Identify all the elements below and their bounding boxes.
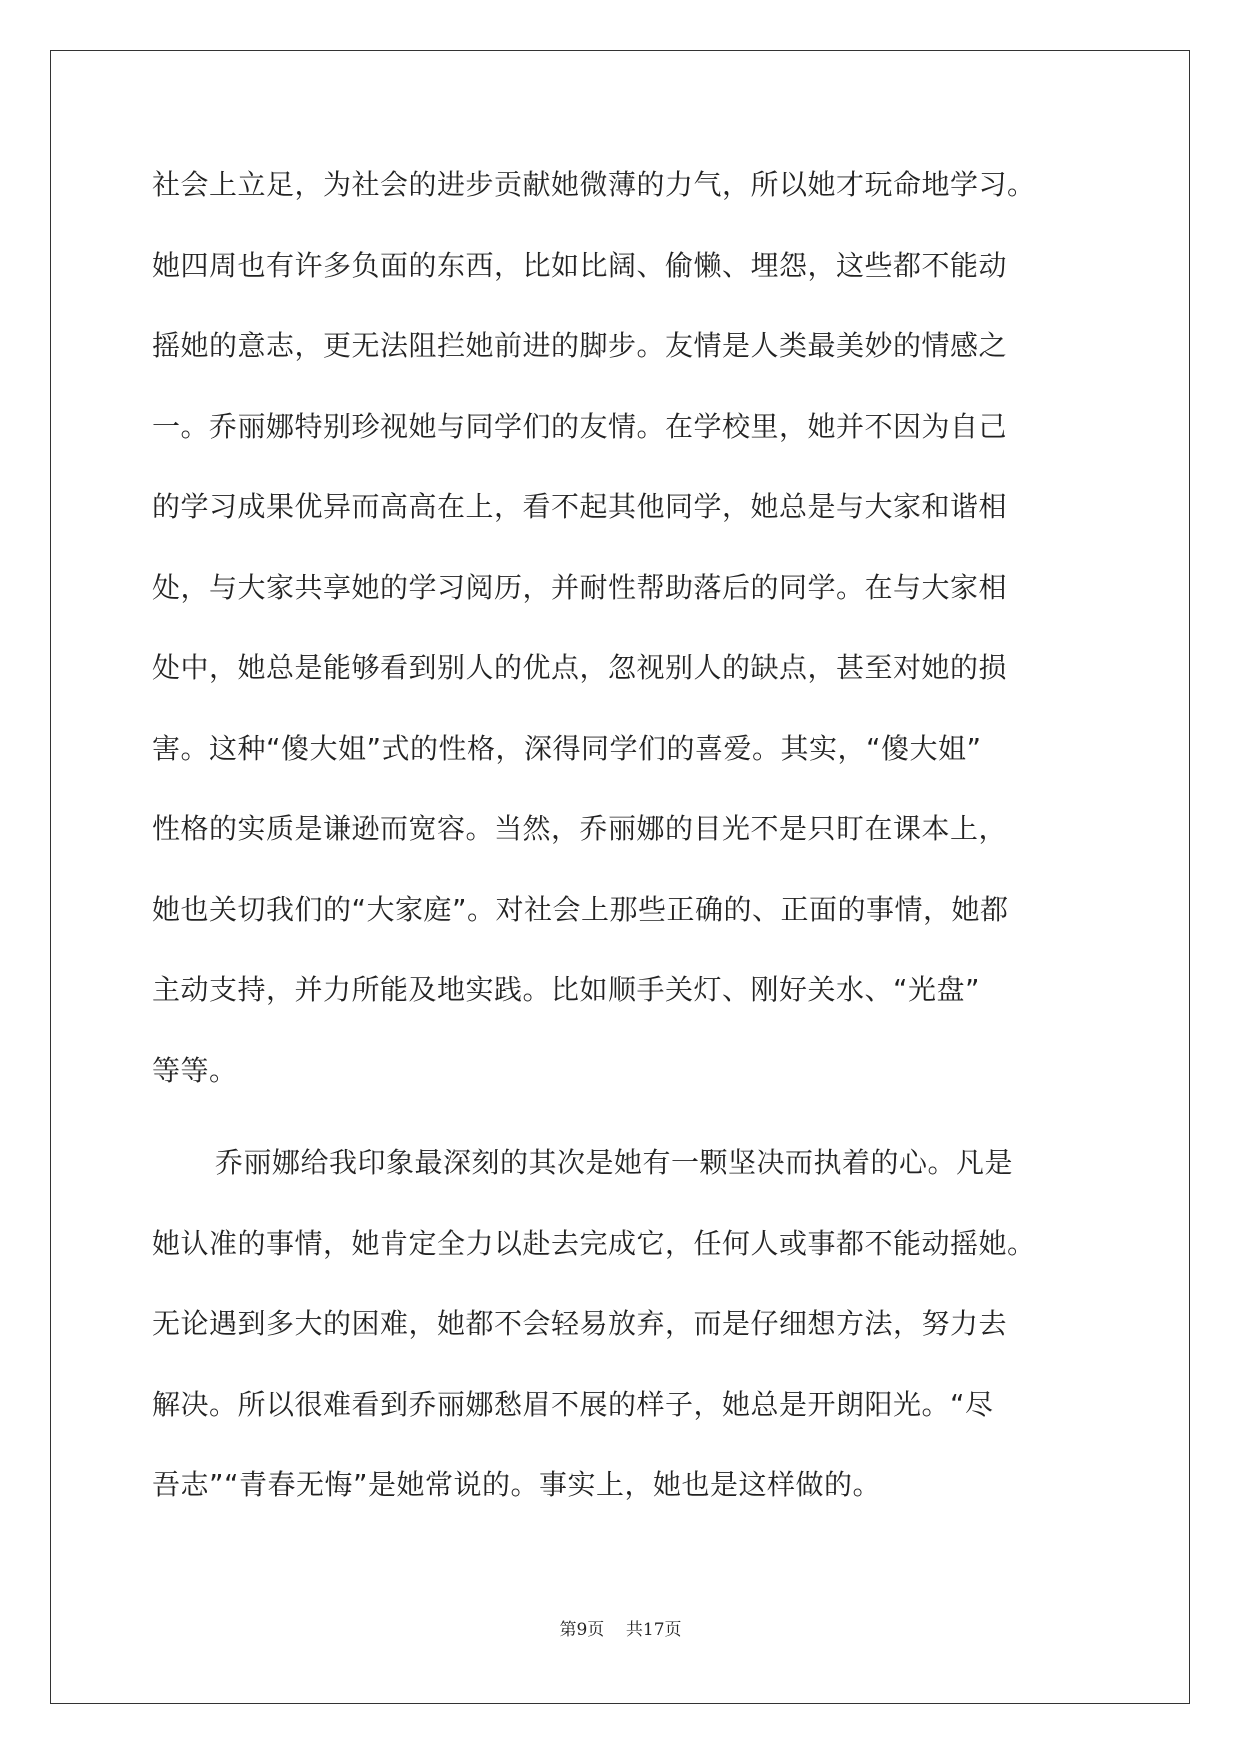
text-line: 社会上立足，为社会的进步贡献她微薄的力气，所以她才玩命地学习。 [152,168,1036,201]
text-line: 她四周也有许多负面的东西，比如比阔、偷懒、埋怨，这些都不能动 [152,248,1008,282]
text-line: 的学习成果优异而高高在上，看不起其他同学，她总是与大家和谐相 [152,490,1008,523]
text-line: 性格的实质是谦逊而宽容。当然，乔丽娜的目光不是只盯在课本上， [152,812,1008,845]
page-number: 第9页 [559,1620,605,1640]
page-total: 共17页 [625,1620,682,1640]
paragraph-first-line: 乔丽娜给我印象最深刻的其次是她有一颗坚决而执着的心。凡是 [215,1146,1014,1179]
text-line: 处，与大家共享她的学习阅历，并耐性帮助落后的同学。在与大家相 [152,570,1008,604]
text-line: 她认准的事情，她肯定全力以赴去完成它，任何人或事都不能动摇她。 [152,1226,1036,1260]
text-line: 解决。所以很难看到乔丽娜愁眉不展的样子，她总是开朗阳光。“尽 [152,1387,994,1421]
text-line: 等等。 [152,1053,238,1087]
text-line: 主动支持，并力所能及地实践。比如顺手关灯、刚好关水、“光盘” [152,973,981,1006]
text-line: 摇她的意志，更无法阻拦她前进的脚步。友情是人类最美妙的情感之 [152,329,1008,362]
text-line: 她也关切我们的“大家庭”。对社会上那些正确的、正面的事情，她都 [152,892,1009,926]
text-line: 处中，她总是能够看到别人的优点，忽视别人的缺点，甚至对她的损 [152,651,1008,684]
document-body [152,165,1092,1546]
page-footer [0,1615,1241,1640]
text-line: 一。乔丽娜特别珍视她与同学们的友情。在学校里，她并不因为自己 [152,409,1008,443]
text-line: 无论遇到多大的困难，她都不会轻易放弃，而是仔细想方法，努力去 [152,1307,1008,1340]
text-line: 吾志”“青春无悔”是她常说的。事实上，她也是这样做的。 [152,1468,882,1501]
text-line: 害。这种“傻大姐”式的性格，深得同学们的喜爱。其实，“傻大姐” [152,731,982,765]
